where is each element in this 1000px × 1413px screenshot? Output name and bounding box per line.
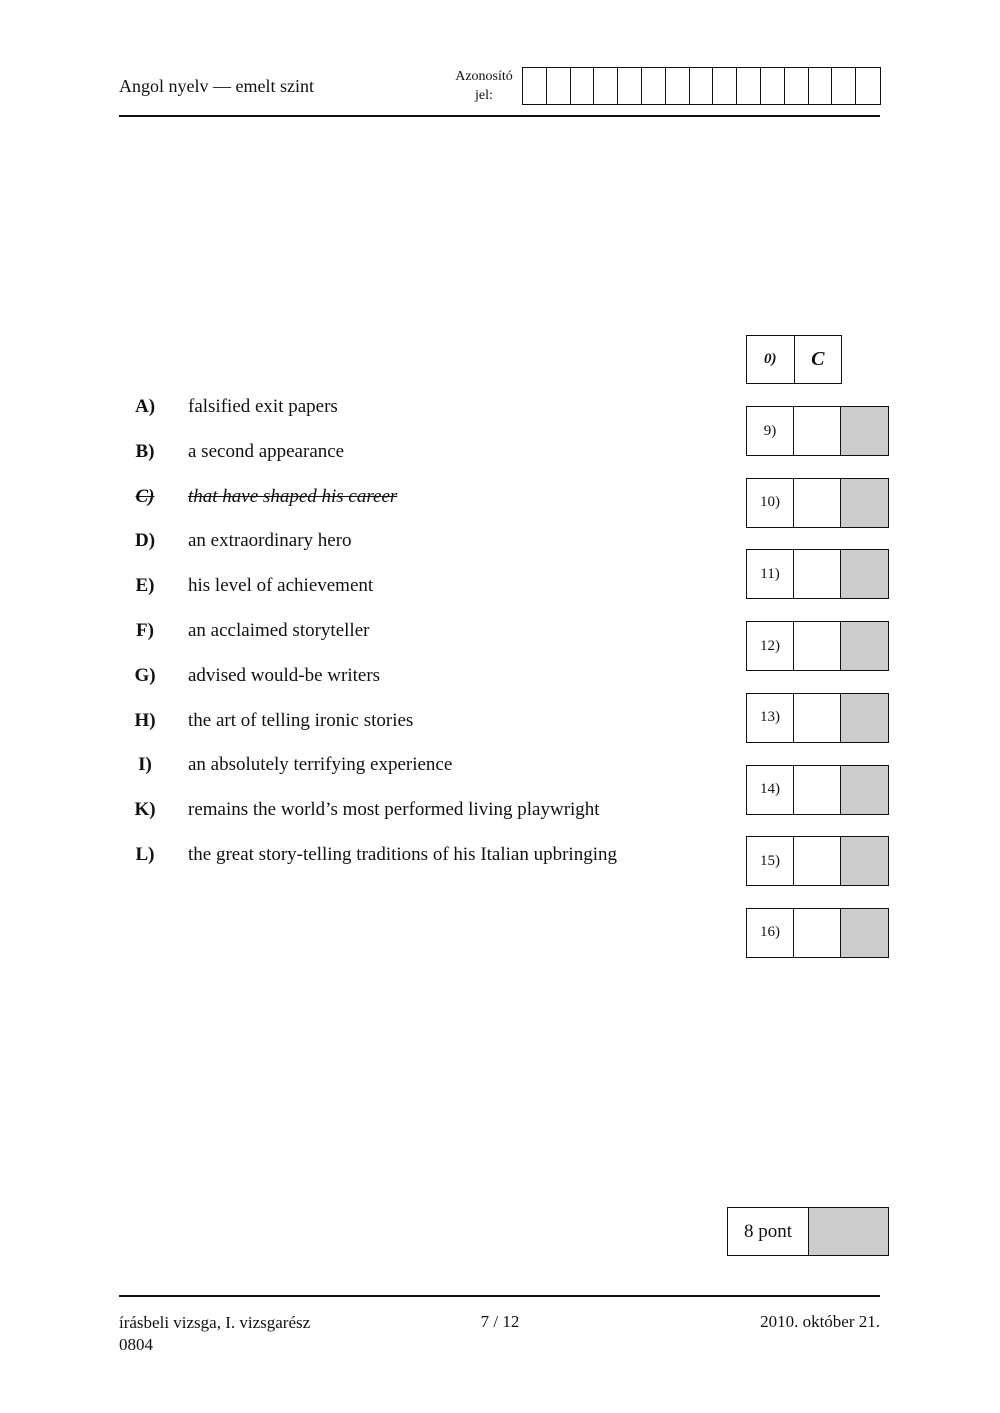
id-box[interactable] (666, 68, 690, 104)
footer-code: 0804 (119, 1335, 153, 1354)
option-text: a second appearance (188, 440, 345, 462)
answer-row (746, 908, 889, 958)
question-number: 9) (747, 407, 794, 455)
score-cell (841, 407, 888, 455)
answer-row (746, 406, 889, 456)
page-number: 7 / 12 (480, 1312, 520, 1331)
option-letter: C) (135, 485, 155, 507)
score-cell (841, 909, 888, 957)
option-letter: G) (134, 664, 156, 686)
footer-exam-part: írásbeli vizsga, I. vizsgarész (119, 1313, 311, 1332)
option-letter: I) (138, 754, 152, 776)
score-field (809, 1208, 888, 1255)
score-cell (841, 622, 888, 670)
exam-date: 2010. október 21. (760, 1312, 880, 1331)
score-cell (841, 766, 888, 814)
answer-field[interactable] (794, 479, 841, 527)
footer-rule (119, 1295, 880, 1297)
answer-field[interactable] (794, 622, 841, 670)
score-cell (841, 550, 888, 598)
option-text: an acclaimed storyteller (188, 620, 370, 641)
option-text: that have shaped his career (188, 485, 398, 507)
answer-field[interactable] (794, 407, 841, 455)
option-text: falsified exit papers (188, 396, 338, 417)
option-text: the art of telling ironic stories (188, 709, 414, 731)
id-box[interactable] (713, 68, 737, 104)
id-box[interactable] (832, 68, 856, 104)
id-box[interactable] (856, 68, 880, 104)
question-number: 11) (747, 550, 794, 598)
question-number: 12) (747, 622, 794, 670)
question-number: 14) (747, 766, 794, 814)
option-text: advised would-be writers (188, 664, 381, 686)
id-box[interactable] (523, 68, 547, 104)
score-cell (841, 837, 888, 885)
question-number: 15) (747, 837, 794, 885)
id-box[interactable] (690, 68, 714, 104)
option-text: an absolutely terrifying experience (188, 754, 453, 776)
score-box (727, 1207, 889, 1256)
id-label-line2: jel: (475, 88, 493, 103)
option-letter: A) (134, 396, 156, 417)
id-box[interactable] (737, 68, 761, 104)
answer-row (746, 621, 889, 671)
option-letter: E) (135, 575, 155, 597)
option-letter: D) (134, 530, 156, 552)
option-letter: F) (136, 620, 154, 641)
id-label (446, 67, 522, 105)
option-letter: L) (135, 844, 155, 865)
answer-field[interactable] (794, 909, 841, 957)
id-code-boxes (522, 67, 881, 105)
score-cell (841, 479, 888, 527)
option-letter: K) (134, 799, 156, 821)
answer-row (746, 549, 889, 599)
option-text: the great story-telling traditions of his Italian upbringing (188, 844, 617, 865)
option-text: an extraordinary hero (188, 530, 352, 552)
id-box[interactable] (809, 68, 833, 104)
score-cell (841, 694, 888, 742)
option-text: his level of achievement (188, 575, 374, 597)
answer-field[interactable] (794, 550, 841, 598)
question-number: 16) (747, 909, 794, 957)
score-label: 8 pont (728, 1208, 809, 1255)
answer-row (746, 693, 889, 743)
answer-row (746, 836, 889, 886)
id-box[interactable] (761, 68, 785, 104)
id-label-line1: Azonosító (455, 69, 513, 84)
option-letter: B) (135, 440, 155, 462)
header-rule (119, 115, 880, 117)
option-letter: H) (134, 709, 156, 731)
answer-row (746, 478, 889, 528)
header-title: Angol nyelv — emelt szint (119, 76, 314, 96)
example-number: 0) (747, 336, 795, 383)
answer-field[interactable] (794, 837, 841, 885)
example-answer: C (811, 348, 825, 370)
id-box[interactable] (547, 68, 571, 104)
question-number: 13) (747, 694, 794, 742)
example-answer-box (746, 335, 842, 384)
answer-row (746, 765, 889, 815)
id-box[interactable] (785, 68, 809, 104)
id-box[interactable] (571, 68, 595, 104)
id-box[interactable] (618, 68, 642, 104)
option-text: remains the world’s most performed living playwright (188, 799, 600, 821)
id-box[interactable] (642, 68, 666, 104)
question-number: 10) (747, 479, 794, 527)
answer-field[interactable] (794, 694, 841, 742)
id-box[interactable] (594, 68, 618, 104)
answer-field[interactable] (794, 766, 841, 814)
footer-left (119, 1312, 310, 1356)
